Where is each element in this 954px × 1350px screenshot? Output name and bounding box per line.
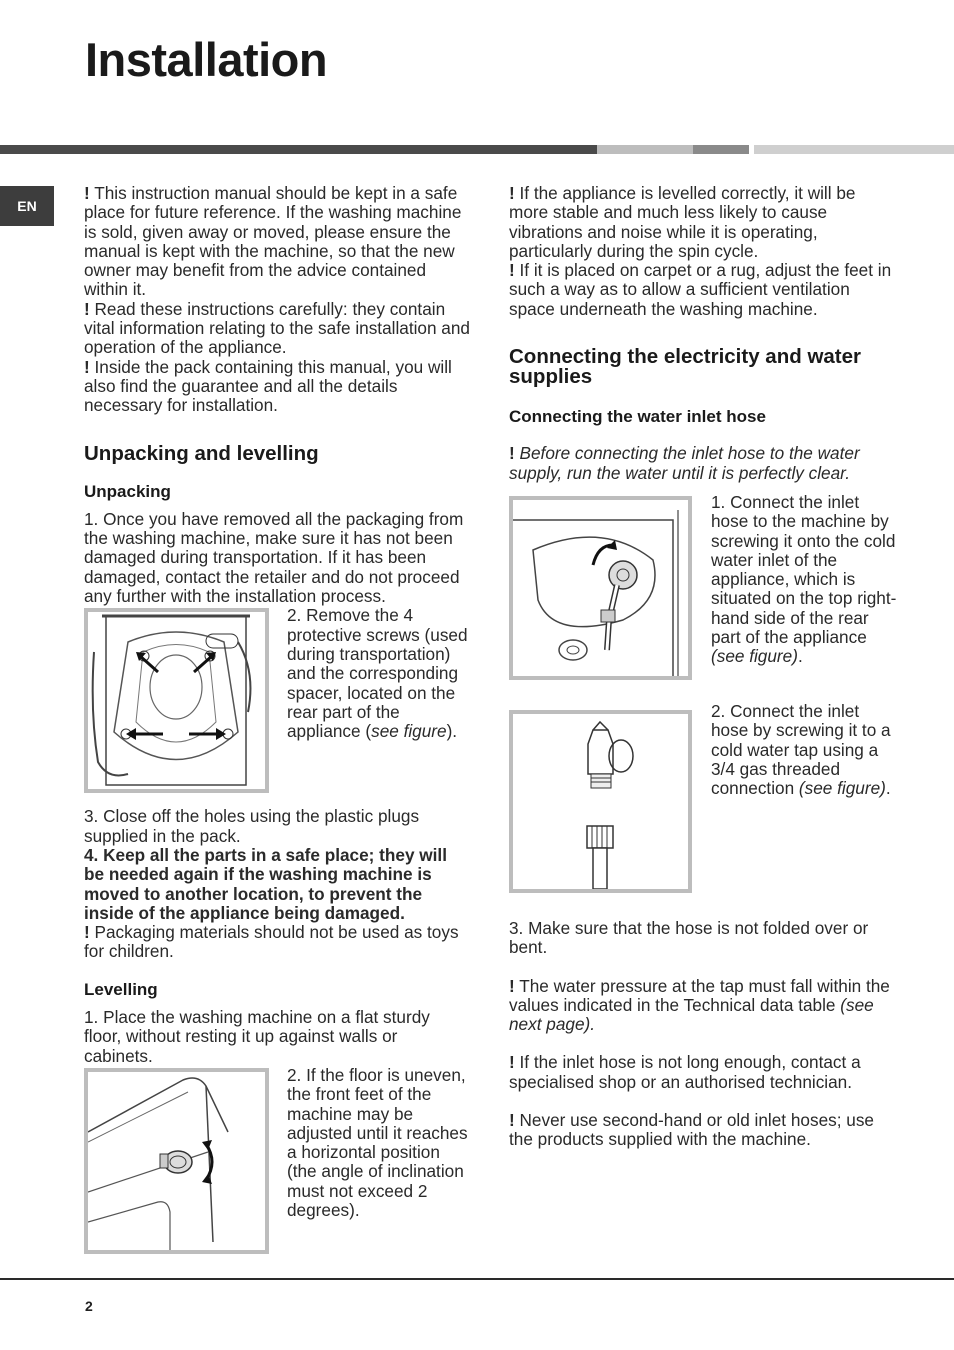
inlet-warning: ! Before connecting the inlet hose to the water supply, run the water until it is perfectly clear.	[509, 443, 860, 483]
unpacking-step-1: 1. Once you have removed all the packaging from the washing machine, make sure it has not been damaged during transportation. If it has been damaged, contact the retailer and do not proceed any further with the installation process.	[84, 508, 464, 607]
heading-unpacking: Unpacking	[84, 481, 171, 501]
inlet-figure-row-1	[509, 491, 899, 680]
right-column	[509, 184, 899, 1150]
adjustable-feet-figure	[84, 1068, 269, 1254]
intro-paragraph-2: ! Read these instructions carefully: they contain vital information relating to the safe installation and operation of the appliance.	[84, 298, 470, 358]
levelling-step-2: 2. If the floor is uneven, the front feet of the machine may be adjusted until it reaches a horizontal position (the angle of inclination must not exceed 2 degrees).	[287, 1064, 468, 1220]
left-column	[84, 184, 470, 1254]
levelling-note-1: ! If the appliance is levelled correctly, it will be more stable and much less likely to cause vibrations and noise while it is operating, particularly during the spin cycle.	[509, 183, 856, 261]
intro-paragraph-3: ! Inside the pack containing this manual, you will also find the guarantee and all the details necessary for installation.	[84, 356, 452, 416]
levelling-step-1: 1. Place the washing machine on a flat sturdy floor, without resting it up against walls or cabinets.	[84, 1007, 430, 1066]
intro-paragraph-1: ! This instruction manual should be kept in a safe place for future reference. If the washing machine is sold, given away or moved, please ensure the manual is kept with the machine, so that the new owner may benefit from the advice contained within it.	[84, 183, 462, 300]
language-tab: EN	[0, 186, 54, 226]
footer-divider	[0, 1278, 954, 1280]
unpacking-step-2: 2. Remove the 4 protective screws (used during transportation) and the corresponding spacer, located on the rear part of the appliance (see figure).	[287, 605, 468, 742]
inlet-figure-row-2	[509, 700, 899, 893]
rear-screws-figure	[84, 608, 269, 793]
page-number: 2	[85, 1298, 93, 1314]
unpacking-step-3: 3. Close off the holes using the plastic plugs supplied in the pack.	[84, 806, 420, 846]
heading-connecting-supplies: Connecting the electricity and water supplies	[509, 345, 861, 389]
unpacking-figure-row	[84, 606, 470, 793]
unpacking-warning: ! Packaging materials should not be used as toys for children.	[84, 922, 459, 962]
water-tap-connection-figure	[509, 710, 692, 893]
machine-inlet-figure	[509, 496, 692, 680]
heading-levelling: Levelling	[84, 979, 158, 999]
heading-unpacking-levelling: Unpacking and levelling	[84, 441, 319, 465]
inlet-step-2: 2. Connect the inlet hose by screwing it to a cold water tap using a 3/4 gas threaded connection (see figure).	[711, 700, 891, 799]
levelling-note-2: ! If it is placed on carpet or a rug, adjust the feet in such a way as to allow a sufficient ventilation space underneath the washing machine.	[509, 260, 892, 319]
hose-length-note: ! If the inlet hose is not long enough, contact a specialised shop or an authorised technician.	[509, 1052, 861, 1092]
pressure-note: ! The water pressure at the tap must fall within the values indicated in the Technical data table (see next page).	[509, 975, 890, 1035]
inlet-step-3: 3. Make sure that the hose is not folded over or bent.	[509, 917, 869, 958]
inlet-step-1: 1. Connect the inlet hose to the machine by screwing it onto the cold water inlet of the appliance, which is situated on the top right-hand side of the rear part of the appliance (see figure).	[711, 491, 897, 667]
old-hose-note: ! Never use second-hand or old inlet hoses; use the products supplied with the machine.	[509, 1110, 874, 1150]
page-title: Installation	[85, 33, 328, 86]
unpacking-step-4: 4. Keep all the parts in a safe place; they will be needed again if the washing machine is moved to another location, to prevent the inside of the appliance being damaged.	[84, 844, 447, 923]
heading-inlet-hose: Connecting the water inlet hose	[509, 407, 766, 427]
levelling-figure-row	[84, 1066, 470, 1254]
